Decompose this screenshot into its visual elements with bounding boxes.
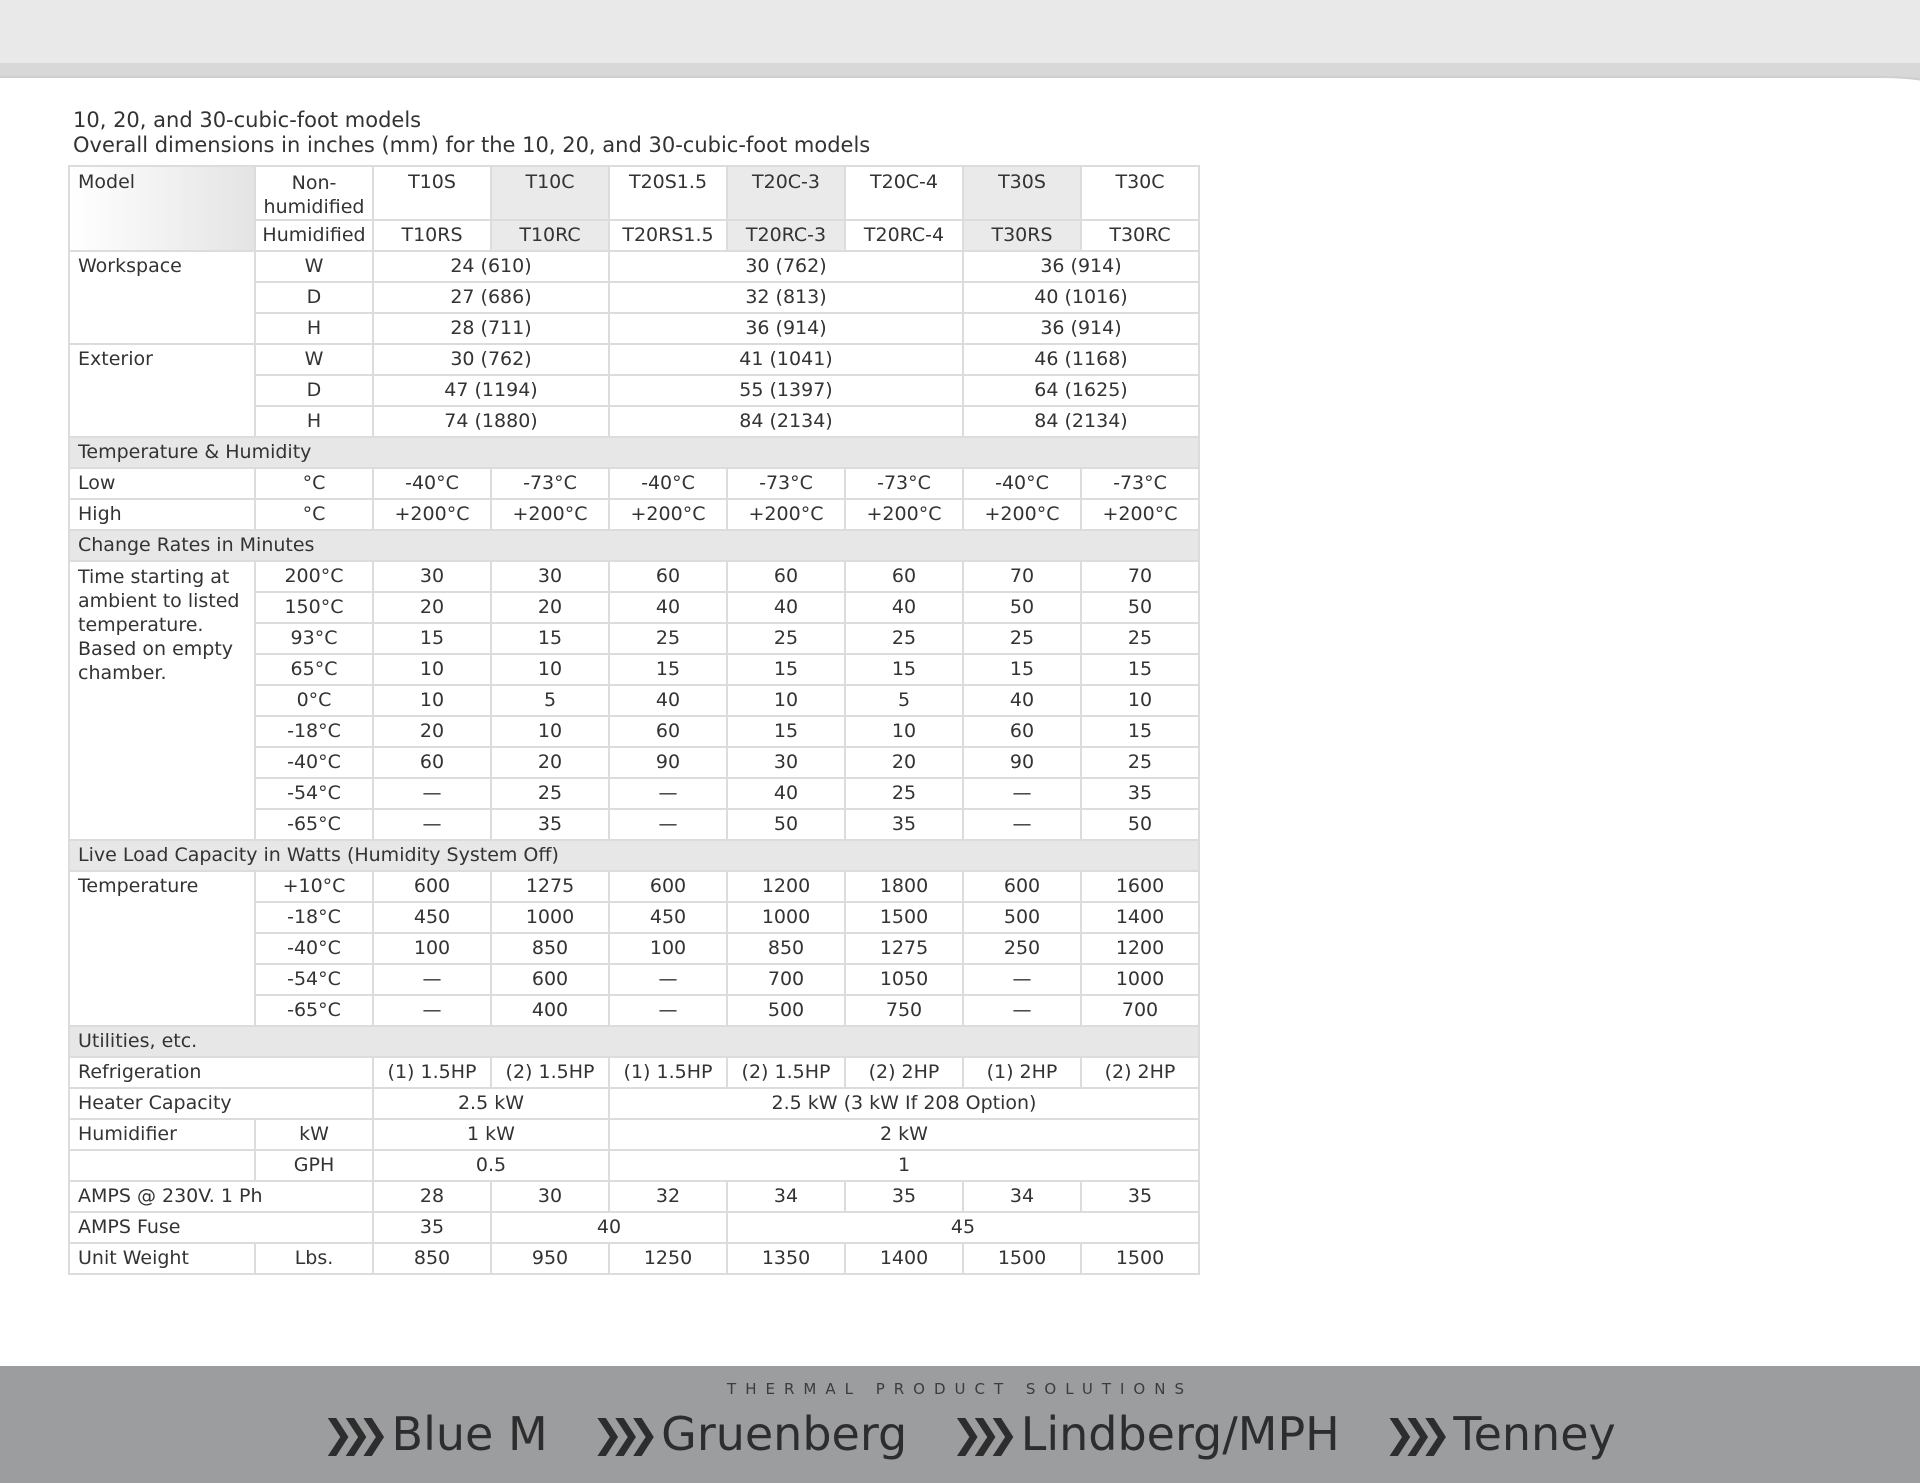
temperature-label: -18°C — [255, 716, 373, 747]
value-cell: 1800 — [845, 871, 963, 902]
row-label-empty — [69, 1150, 255, 1181]
value-cell: 10 — [491, 716, 609, 747]
value-30cf: 40 (1016) — [963, 282, 1199, 313]
header-row-nonhumidified — [69, 166, 1199, 220]
value-cell: 35 — [1081, 778, 1199, 809]
value-cell: 34 — [727, 1181, 845, 1212]
humidified-model-cell: T20RC-4 — [845, 220, 963, 251]
value-cell: (1) 2HP — [963, 1057, 1081, 1088]
value-cell: +200°C — [963, 499, 1081, 530]
value-cell: 60 — [609, 716, 727, 747]
value-cell: 35 — [845, 809, 963, 840]
section-row — [69, 437, 1199, 468]
value-cell: 5 — [491, 685, 609, 716]
value-cell: 1500 — [845, 902, 963, 933]
value-cell: 50 — [727, 809, 845, 840]
value-cell: 1275 — [491, 871, 609, 902]
value-10cf: 0.5 — [373, 1150, 609, 1181]
chevron-icon: ❯❯❯ — [591, 1412, 646, 1456]
value-cell: 40 — [609, 685, 727, 716]
humidified-model-cell: T10RS — [373, 220, 491, 251]
value-30cf: 36 (914) — [963, 251, 1199, 282]
unit-label: GPH — [255, 1150, 373, 1181]
value-cell: 20 — [491, 592, 609, 623]
value-cell: +200°C — [609, 499, 727, 530]
fuse-row — [69, 1212, 1199, 1243]
value-cell: — — [373, 809, 491, 840]
value-cell: 60 — [845, 561, 963, 592]
value-cell: 60 — [373, 747, 491, 778]
chevron-icon: ❯❯❯ — [322, 1412, 376, 1456]
value-cell: 10 — [373, 685, 491, 716]
model-cell: T10C — [491, 166, 609, 220]
brand-name: Lindberg/MPH — [1020, 1407, 1340, 1461]
section-header: Live Load Capacity in Watts (Humidity System Off) — [69, 840, 1199, 871]
value-cell: 40 — [963, 685, 1081, 716]
value-cell: 500 — [963, 902, 1081, 933]
value-cell: 40 — [491, 1212, 727, 1243]
value-cell: 10 — [491, 654, 609, 685]
value-cell: 600 — [491, 964, 609, 995]
value-cell: (2) 2HP — [1081, 1057, 1199, 1088]
value-cell: 50 — [1081, 809, 1199, 840]
value-cell: 950 — [491, 1243, 609, 1274]
row-label: Low — [69, 468, 255, 499]
value-cell: (1) 1.5HP — [373, 1057, 491, 1088]
footer-tagline: THERMAL PRODUCT SOLUTIONS — [727, 1380, 1193, 1398]
temperature-label: 0°C — [255, 685, 373, 716]
title-line-1: 10, 20, and 30-cubic-foot models — [73, 108, 422, 132]
value-cell: 10 — [373, 654, 491, 685]
humidified-model-cell: T30RS — [963, 220, 1081, 251]
value-cell: 850 — [491, 933, 609, 964]
value-cell: 400 — [491, 995, 609, 1026]
value-cell: 1000 — [1081, 964, 1199, 995]
value-cell: — — [609, 778, 727, 809]
dimension-label: H — [255, 313, 373, 344]
value-cell: 20 — [373, 592, 491, 623]
value-cell: 30 — [491, 1181, 609, 1212]
value-cell: 1400 — [845, 1243, 963, 1274]
value-cell: — — [963, 778, 1081, 809]
value-cell: 35 — [491, 809, 609, 840]
value-cell: 30 — [491, 561, 609, 592]
unit-label: kW — [255, 1119, 373, 1150]
temperature-label: 200°C — [255, 561, 373, 592]
value-cell: — — [373, 995, 491, 1026]
value-cell: 850 — [727, 933, 845, 964]
value-20-30cf: 1 — [609, 1150, 1199, 1181]
value-cell: 700 — [727, 964, 845, 995]
value-cell: — — [373, 964, 491, 995]
value-cell: 15 — [727, 716, 845, 747]
live-load-row — [69, 871, 1199, 902]
value-cell: 34 — [963, 1181, 1081, 1212]
value-cell: +200°C — [845, 499, 963, 530]
value-20-30cf: 2 kW — [609, 1119, 1199, 1150]
value-cell: 15 — [845, 654, 963, 685]
model-header: Model — [69, 166, 255, 251]
brand-gruenberg — [592, 1407, 908, 1461]
value-cell: 25 — [845, 623, 963, 654]
model-cell: T20S1.5 — [609, 166, 727, 220]
value-cell: — — [609, 809, 727, 840]
section-header: Utilities, etc. — [69, 1026, 1199, 1057]
value-cell: 1600 — [1081, 871, 1199, 902]
value-cell: 28 — [373, 1181, 491, 1212]
value-cell: 1275 — [845, 933, 963, 964]
value-30cf: 36 (914) — [963, 313, 1199, 344]
value-cell: 1350 — [727, 1243, 845, 1274]
value-20cf: 55 (1397) — [609, 375, 963, 406]
value-cell: 25 — [1081, 623, 1199, 654]
model-cell: T20C-4 — [845, 166, 963, 220]
value-cell: 32 — [609, 1181, 727, 1212]
value-cell: 1000 — [727, 902, 845, 933]
value-30cf: 84 (2134) — [963, 406, 1199, 437]
value-cell: (2) 1.5HP — [491, 1057, 609, 1088]
footer-bar — [0, 1366, 1920, 1483]
value-cell: 1050 — [845, 964, 963, 995]
value-cell: -40°C — [963, 468, 1081, 499]
brand-lindberg — [951, 1407, 1340, 1461]
value-cell: 600 — [373, 871, 491, 902]
weight-row — [69, 1243, 1199, 1274]
temperature-label: 65°C — [255, 654, 373, 685]
row-label: High — [69, 499, 255, 530]
temperature-label: -54°C — [255, 778, 373, 809]
row-label: Unit Weight — [69, 1243, 255, 1274]
value-cell: 40 — [845, 592, 963, 623]
value-cell: 250 — [963, 933, 1081, 964]
non-humidified-label: Non-humidified — [255, 166, 373, 220]
title-line-2: Overall dimensions in inches (mm) for the 10, 20, and 30-cubic-foot models — [73, 133, 871, 157]
value-cell: — — [609, 964, 727, 995]
exterior-label: Exterior — [69, 344, 255, 437]
row-label: AMPS Fuse — [69, 1212, 373, 1243]
value-cell: +200°C — [491, 499, 609, 530]
value-cell: 70 — [1081, 561, 1199, 592]
value-10cf: 27 (686) — [373, 282, 609, 313]
value-cell: 100 — [373, 933, 491, 964]
model-cell: T10S — [373, 166, 491, 220]
temperature-label: -40°C — [255, 933, 373, 964]
temperature-label: +10°C — [255, 871, 373, 902]
value-cell: 50 — [1081, 592, 1199, 623]
value-20cf: 84 (2134) — [609, 406, 963, 437]
dimension-label: W — [255, 344, 373, 375]
model-cell: T30S — [963, 166, 1081, 220]
brand-name: Blue M — [391, 1407, 548, 1461]
value-cell: 40 — [727, 592, 845, 623]
value-10cf: 2.5 kW — [373, 1088, 609, 1119]
row-label: Heater Capacity — [69, 1088, 373, 1119]
value-10cf: 1 kW — [373, 1119, 609, 1150]
row-label: Humidifier — [69, 1119, 255, 1150]
value-cell: 5 — [845, 685, 963, 716]
value-cell: 50 — [963, 592, 1081, 623]
chevron-icon: ❯❯❯ — [951, 1412, 1005, 1456]
value-cell: — — [963, 809, 1081, 840]
temperature-label: -18°C — [255, 902, 373, 933]
dimension-label: W — [255, 251, 373, 282]
value-cell: 35 — [845, 1181, 963, 1212]
brand-name: Gruenberg — [661, 1407, 908, 1461]
value-cell: 850 — [373, 1243, 491, 1274]
value-cell: 25 — [727, 623, 845, 654]
value-cell: 25 — [1081, 747, 1199, 778]
value-cell: — — [373, 778, 491, 809]
value-10cf: 74 (1880) — [373, 406, 609, 437]
value-10cf: 24 (610) — [373, 251, 609, 282]
humidified-model-cell: T30RC — [1081, 220, 1199, 251]
value-cell: 15 — [373, 623, 491, 654]
value-20cf: 32 (813) — [609, 282, 963, 313]
dimension-label: H — [255, 406, 373, 437]
value-cell: 500 — [727, 995, 845, 1026]
value-cell: 15 — [963, 654, 1081, 685]
value-cell: 25 — [963, 623, 1081, 654]
value-cell: 90 — [963, 747, 1081, 778]
value-cell: 100 — [609, 933, 727, 964]
value-cell: 15 — [609, 654, 727, 685]
temperature-label: -65°C — [255, 995, 373, 1026]
value-cell: +200°C — [1081, 499, 1199, 530]
section-row — [69, 1026, 1199, 1057]
value-cell: 25 — [845, 778, 963, 809]
temperature-label: 150°C — [255, 592, 373, 623]
value-cell: 600 — [963, 871, 1081, 902]
workspace-row — [69, 251, 1199, 282]
value-cell: 15 — [491, 623, 609, 654]
value-20cf: 36 (914) — [609, 313, 963, 344]
value-cell: (1) 1.5HP — [609, 1057, 727, 1088]
value-cell: 10 — [845, 716, 963, 747]
temperature-label: -65°C — [255, 809, 373, 840]
value-20-30cf: 2.5 kW (3 kW If 208 Option) — [609, 1088, 1199, 1119]
value-cell: -73°C — [491, 468, 609, 499]
refrigeration-row — [69, 1057, 1199, 1088]
value-cell: 20 — [491, 747, 609, 778]
dimension-label: D — [255, 282, 373, 313]
value-cell: 25 — [491, 778, 609, 809]
value-cell: 60 — [963, 716, 1081, 747]
value-cell: 450 — [373, 902, 491, 933]
value-cell: 1250 — [609, 1243, 727, 1274]
value-cell: 15 — [727, 654, 845, 685]
value-cell: 10 — [727, 685, 845, 716]
exterior-row — [69, 344, 1199, 375]
value-cell: 1000 — [491, 902, 609, 933]
humidified-model-cell: T20RS1.5 — [609, 220, 727, 251]
temperature-row — [69, 499, 1199, 530]
value-cell: -40°C — [373, 468, 491, 499]
value-cell: — — [609, 995, 727, 1026]
unit-label: °C — [255, 499, 373, 530]
value-cell: 20 — [373, 716, 491, 747]
temperature-label: -40°C — [255, 747, 373, 778]
value-cell: +200°C — [727, 499, 845, 530]
live-load-label: Temperature — [69, 871, 255, 1026]
value-cell: 35 — [1081, 1181, 1199, 1212]
value-cell: 450 — [609, 902, 727, 933]
value-cell: 1400 — [1081, 902, 1199, 933]
unit-label: Lbs. — [255, 1243, 373, 1274]
value-cell: 30 — [373, 561, 491, 592]
value-cell: 25 — [609, 623, 727, 654]
value-cell: 35 — [373, 1212, 491, 1243]
section-header: Temperature & Humidity — [69, 437, 1199, 468]
amps-row — [69, 1181, 1199, 1212]
value-cell: 1500 — [963, 1243, 1081, 1274]
brand-tenney — [1384, 1407, 1616, 1461]
specifications-table — [68, 165, 1200, 1275]
humidified-model-cell: T10RC — [491, 220, 609, 251]
value-cell: -40°C — [609, 468, 727, 499]
humidified-model-cell: T20RC-3 — [727, 220, 845, 251]
value-cell: — — [963, 964, 1081, 995]
value-10cf: 30 (762) — [373, 344, 609, 375]
dimension-label: D — [255, 375, 373, 406]
humidifier-row — [69, 1119, 1199, 1150]
value-cell: 60 — [727, 561, 845, 592]
row-label: AMPS @ 230V. 1 Ph — [69, 1181, 373, 1212]
unit-label: °C — [255, 468, 373, 499]
value-cell: 10 — [1081, 685, 1199, 716]
value-cell: 45 — [727, 1212, 1199, 1243]
value-cell: 15 — [1081, 716, 1199, 747]
value-cell: 70 — [963, 561, 1081, 592]
section-row — [69, 530, 1199, 561]
value-cell: 40 — [727, 778, 845, 809]
value-cell: 40 — [609, 592, 727, 623]
value-cell: (2) 1.5HP — [727, 1057, 845, 1088]
value-cell: -73°C — [727, 468, 845, 499]
row-label: Refrigeration — [69, 1057, 373, 1088]
value-cell: -73°C — [1081, 468, 1199, 499]
model-cell: T30C — [1081, 166, 1199, 220]
section-row — [69, 840, 1199, 871]
value-20cf: 41 (1041) — [609, 344, 963, 375]
value-cell: 30 — [727, 747, 845, 778]
value-30cf: 46 (1168) — [963, 344, 1199, 375]
value-cell: (2) 2HP — [845, 1057, 963, 1088]
humidified-label: Humidified — [255, 220, 373, 251]
temperature-row — [69, 468, 1199, 499]
value-cell: 20 — [845, 747, 963, 778]
value-20cf: 30 (762) — [609, 251, 963, 282]
value-cell: 600 — [609, 871, 727, 902]
brand-blue-m — [322, 1407, 548, 1461]
change-rate-row — [69, 561, 1199, 592]
value-cell: 15 — [1081, 654, 1199, 685]
value-10cf: 47 (1194) — [373, 375, 609, 406]
workspace-label: Workspace — [69, 251, 255, 344]
value-cell: -73°C — [845, 468, 963, 499]
chevron-icon: ❯❯❯ — [1383, 1412, 1438, 1456]
value-cell: 1200 — [1081, 933, 1199, 964]
heater-row — [69, 1088, 1199, 1119]
value-cell: — — [963, 995, 1081, 1026]
value-cell: 60 — [609, 561, 727, 592]
value-cell: 750 — [845, 995, 963, 1026]
value-cell: 90 — [609, 747, 727, 778]
value-cell: +200°C — [373, 499, 491, 530]
model-cell: T20C-3 — [727, 166, 845, 220]
value-cell: 1500 — [1081, 1243, 1199, 1274]
temperature-label: -54°C — [255, 964, 373, 995]
value-30cf: 64 (1625) — [963, 375, 1199, 406]
brand-name: Tenney — [1453, 1407, 1616, 1461]
temperature-label: 93°C — [255, 623, 373, 654]
brand-list — [322, 1404, 1616, 1464]
change-rate-note: Time starting at ambient to listed temperature. Based on empty chamber. — [69, 561, 255, 840]
value-10cf: 28 (711) — [373, 313, 609, 344]
value-cell: 1200 — [727, 871, 845, 902]
value-cell: 700 — [1081, 995, 1199, 1026]
humidifier-gph-row — [69, 1150, 1199, 1181]
section-header: Change Rates in Minutes — [69, 530, 1199, 561]
